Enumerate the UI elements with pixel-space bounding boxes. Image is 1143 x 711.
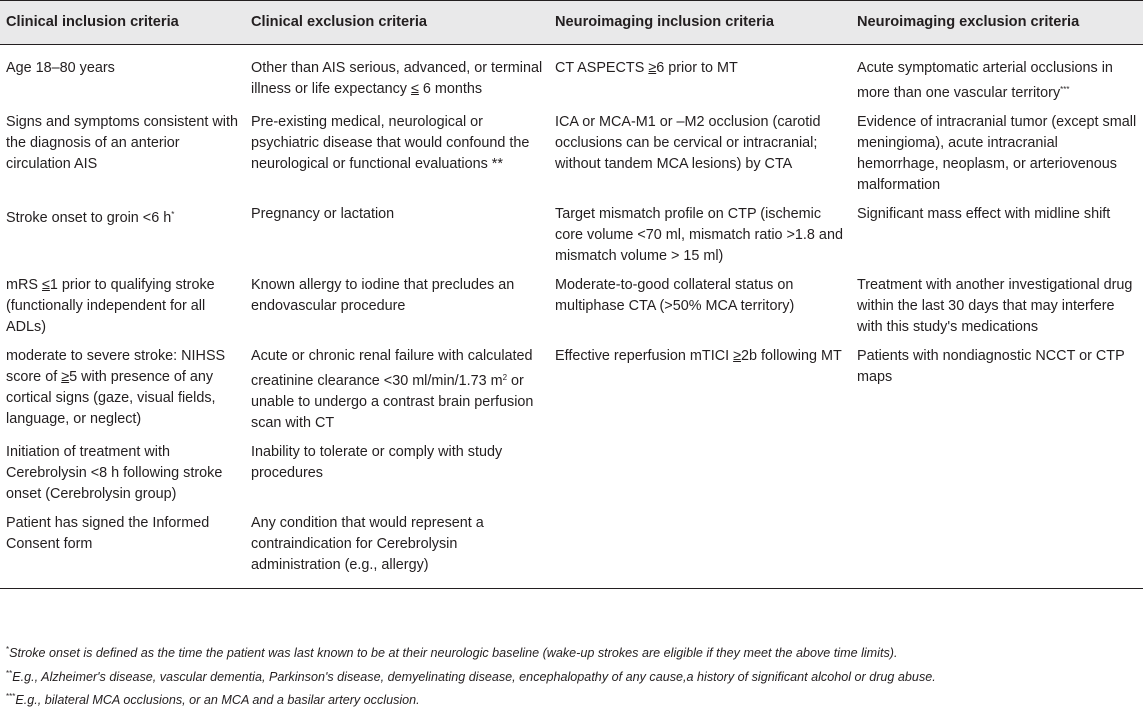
cell-clinical-exclusion: Inability to tolerate or comply with study procedures — [251, 444, 503, 481]
cell-clinical-exclusion: Any condition that would represent a contraindication for Cerebrolysin administration (e.g., allergy) — [245, 513, 549, 589]
cell-clinical-inclusion: Age 18–80 years — [6, 60, 115, 76]
cell-neuroimaging-inclusion — [549, 442, 851, 513]
cell-clinical-exclusion: Other than AIS serious, advanced, or terminal illness or life expectancy ≤ 6 months — [251, 60, 543, 97]
footnote-ref: *** — [1060, 85, 1070, 94]
cell-clinical-inclusion: Stroke onset to groin <6 h* — [6, 210, 175, 226]
table-row — [0, 45, 1143, 113]
cell-neuroimaging-exclusion — [851, 513, 1143, 589]
cell-neuroimaging-inclusion: Target mismatch profile on CTP (ischemic core volume <70 ml, mismatch ratio >1.8 and mismatch volume > 15 ml) — [555, 206, 843, 264]
cell-clinical-exclusion: Pregnancy or lactation — [251, 206, 395, 222]
cell-neuroimaging-exclusion: Acute symptomatic arterial occlusions in more than one vascular territory*** — [857, 60, 1113, 101]
cell-neuroimaging-inclusion: Effective reperfusion mTICI ≥2b following MT — [555, 348, 842, 364]
cell-neuroimaging-exclusion: Patients with nondiagnostic NCCT or CTP maps — [857, 348, 1125, 385]
header-clinical-inclusion: Clinical inclusion criteria — [0, 1, 245, 45]
cell-neuroimaging-inclusion: ICA or MCA-M1 or –M2 occlusion (carotid occlusions can be cervical or intracranial; without tandem MCA lesions) by CTA — [555, 114, 821, 172]
cell-neuroimaging-exclusion: Evidence of intracranial tumor (except small meningioma), acute intracranial hemorrhage, neoplasm, or arteriovenous malformation — [857, 114, 1137, 193]
header-neuroimaging-exclusion: Neuroimaging exclusion criteria — [851, 1, 1143, 45]
cell-neuroimaging-exclusion: Significant mass effect with midline shift — [857, 206, 1111, 222]
footnote-ref: * — [171, 210, 175, 219]
footnote: **E.g., Alzheimer's disease, vascular dementia, Parkinson's disease, demyelinating disease, encephalopathy of any cause,a history of significant alcohol or drug abuse. — [6, 668, 936, 684]
cell-clinical-inclusion: moderate to severe stroke: NIHSS score of ≥5 with presence of any cortical signs (gaze, visual fields, language, or neglect) — [6, 348, 226, 427]
cell-clinical-inclusion: Patient has signed the Informed Consent form — [0, 513, 245, 589]
table-row — [0, 513, 1143, 589]
cell-neuroimaging-exclusion: Treatment with another investigational drug within the last 30 days that may interfere with this study's medications — [857, 277, 1133, 335]
table-row — [0, 275, 1143, 346]
table-row — [0, 442, 1143, 513]
cell-clinical-inclusion: Initiation of treatment with Cerebrolysin <8 h following stroke onset (Cerebrolysin group) — [6, 444, 223, 502]
cell-clinical-inclusion: mRS ≤1 prior to qualifying stroke (functionally independent for all ADLs) — [6, 277, 215, 335]
cell-clinical-exclusion: Pre-existing medical, neurological or psychiatric disease that would confound the neurological or functional evaluations ** — [251, 114, 530, 172]
cell-clinical-exclusion: Known allergy to iodine that precludes an endovascular procedure — [251, 277, 515, 314]
cell-clinical-exclusion: Acute or chronic renal failure with calculated creatinine clearance <30 ml/min/1.73 $m^2$ or unable to undergo a contrast brain perfusion scan with CT — [251, 348, 534, 431]
header-clinical-exclusion: Clinical exclusion criteria — [245, 1, 549, 45]
footnote: *Stroke onset is defined as the time the patient was last known to be at their neurologic baseline (wake-up strokes are eligible if they meet the above time limits). — [6, 645, 898, 660]
header-neuroimaging-inclusion: Neuroimaging inclusion criteria — [549, 1, 851, 45]
cell-neuroimaging-exclusion — [851, 442, 1143, 513]
footnote: ***E.g., bilateral MCA occlusions, or an MCA and a basilar artery occlusion. — [6, 692, 420, 707]
header-row — [0, 1, 1143, 45]
cell-clinical-inclusion: Signs and symptoms consistent with the diagnosis of an anterior circulation AIS — [6, 114, 238, 172]
table-footnotes — [6, 640, 1136, 711]
table-row — [0, 112, 1143, 204]
table-row — [0, 346, 1143, 442]
table-row — [0, 204, 1143, 275]
cell-neuroimaging-inclusion — [549, 513, 851, 589]
cell-neuroimaging-inclusion: Moderate-to-good collateral status on multiphase CTA (>50% MCA territory) — [555, 277, 795, 314]
cell-neuroimaging-inclusion: CT ASPECTS ≥6 prior to MT — [555, 60, 738, 76]
